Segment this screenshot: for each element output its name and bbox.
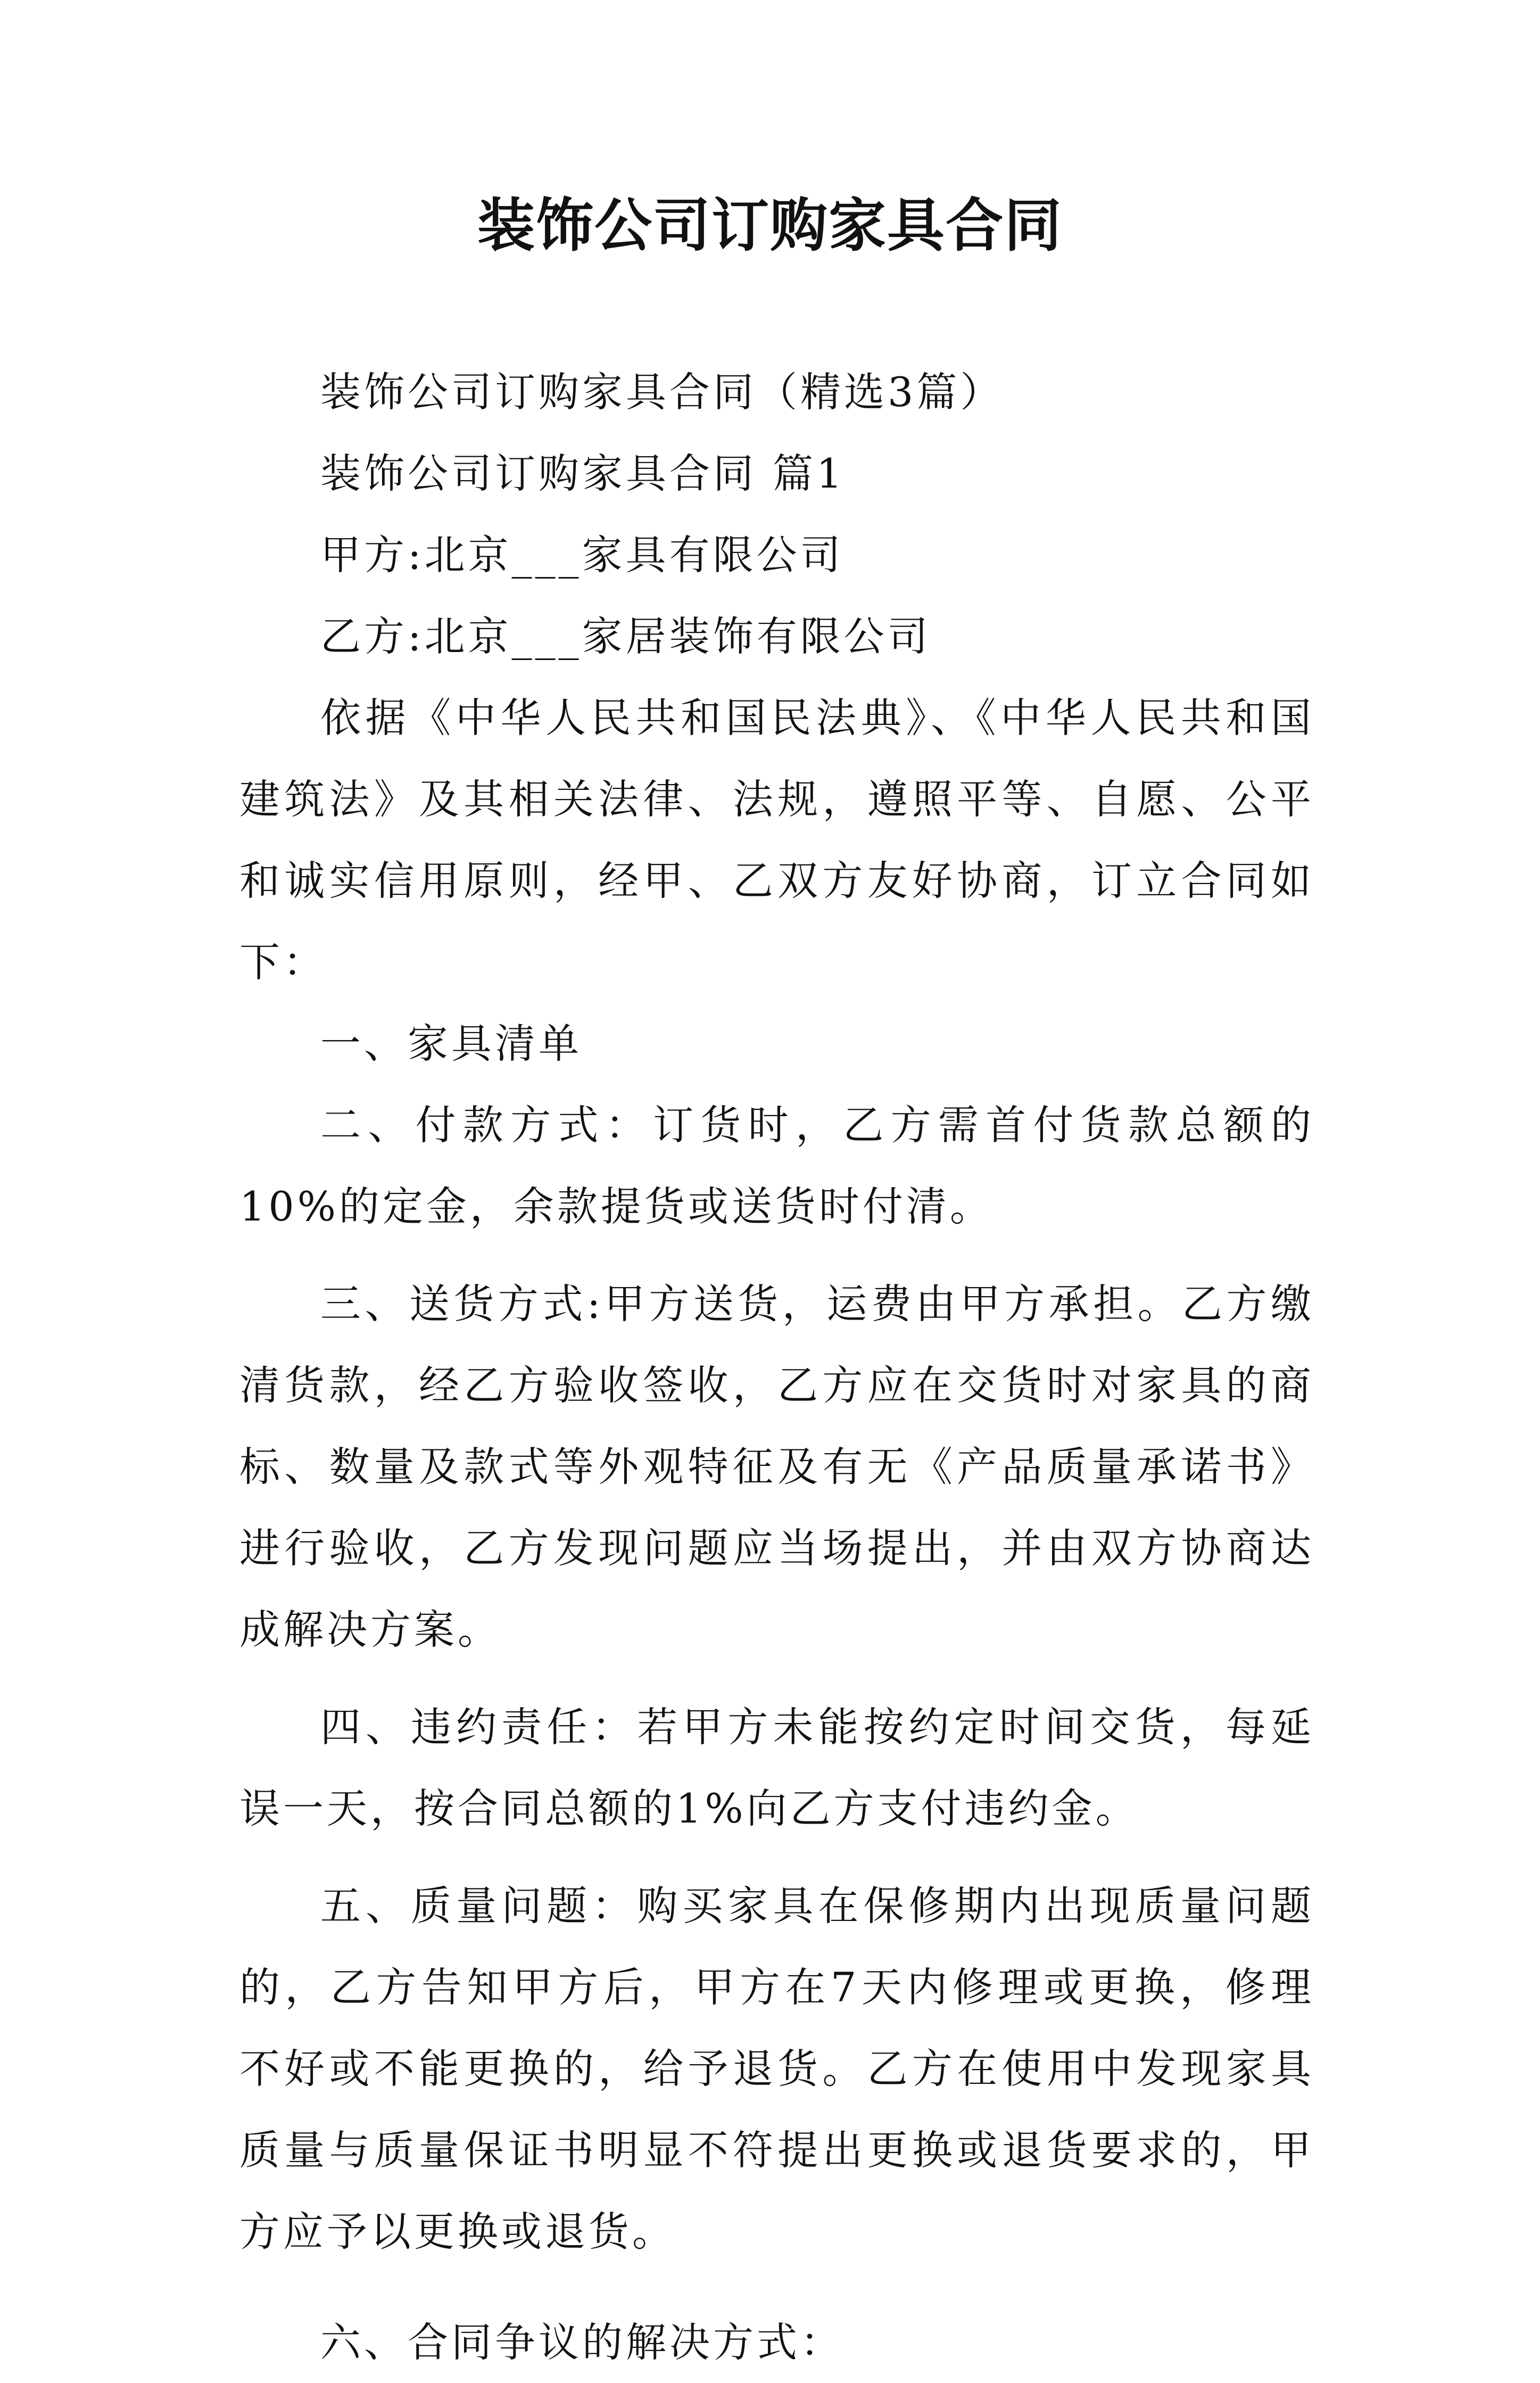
clause-liability: 四、违约责任：若甲方未能按约定时间交货，每延误一天，按合同总额的1%向乙方支付违约金。 (239, 1703, 1314, 1832)
clause-payment: 二、付款方式：订货时，乙方需首付货款总额的10%的定金，余款提货或送货时付清。 (239, 1101, 1314, 1230)
document-body (239, 351, 1314, 2383)
party-a: 甲方:北京___家具有限公司 (320, 531, 844, 579)
clause-delivery: 三、送货方式:甲方送货，运费由甲方承担。乙方缴清货款，经乙方验收签收，乙方应在交货时对家具的商标、数量及款式等外观特征及有无《产品质量承诺书》进行验收，乙方发现问题应当场提出，并由双方协商达成解决方案。 (239, 1280, 1314, 1653)
document-title: 装饰公司订购家具合同 (477, 193, 1063, 259)
party-b: 乙方:北京___家居装饰有限公司 (320, 613, 931, 660)
preamble-paragraph: 依据《中华人民共和国民法典》、《中华人民共和国建筑法》及其相关法律、法规，遵照平等、自愿、公平和诚实信用原则，经甲、乙双方友好协商，订立合同如下： (239, 694, 1314, 986)
clause-quality: 五、质量问题：购买家具在保修期内出现质量问题的，乙方告知甲方后，甲方在7天内修理或更换，修理不好或不能更换的，给予退货。乙方在使用中发现家具质量与质量保证书明显不符提出更换或退货要求的，甲方应予以更换或退货。 (239, 1882, 1314, 2255)
subtitle-paragraph: 装饰公司订购家具合同（精选3篇） (320, 368, 1004, 416)
clause-furniture-list: 一、家具清单 (320, 1020, 582, 1067)
section-heading: 装饰公司订购家具合同 篇1 (320, 450, 846, 497)
clause-dispute: 六、合同争议的解决方式： (320, 2319, 844, 2366)
